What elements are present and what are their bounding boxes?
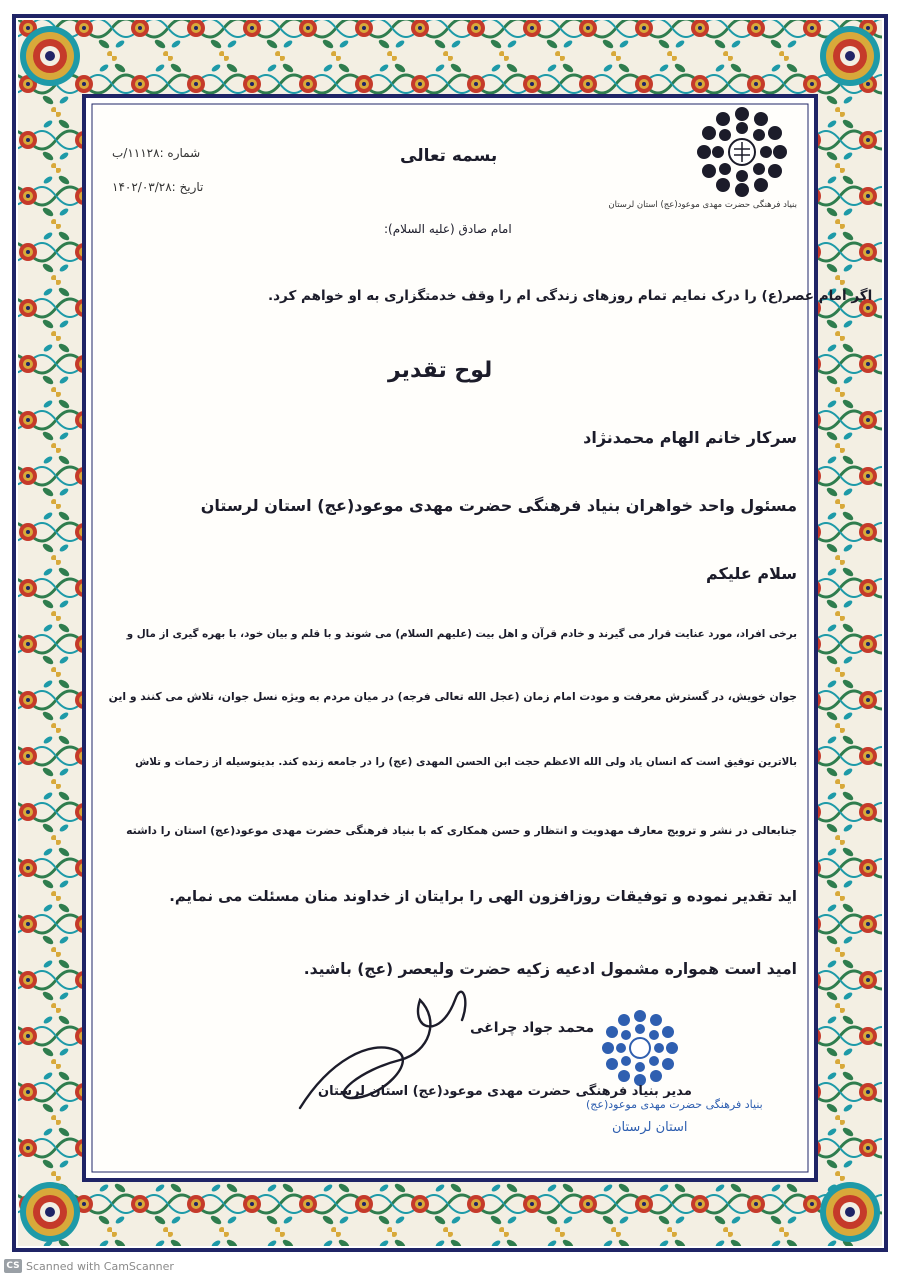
letter-date: تاریخ :۱۴۰۲/۰۳/۲۸ [112,180,204,194]
signatory-title: مدیر بنیاد فرهنگی حضرت مهدی موعود(عج) استان لرستان [318,1084,692,1099]
closing-line: امید است همواره مشمول ادعیه زکیه حضرت ولیعصر (عج) باشید. [303,960,797,978]
body-line: برخی افراد، مورد عنایت قرار می گیرند و خادم قرآن و اهل بیت (علیهم السلام) می شوند و با قلم و بیان خود، با بهره گیری از مال و [126,628,797,640]
recipient-name: سرکار خانم الهام محمدنژاد [583,428,797,447]
quote: اگر امام عصر(ع) را درک نمایم تمام روزهای زندگی ام را وقف خدمتگزاری به او خواهم کرد. [268,288,873,304]
body-line: اید تقدیر نموده و توفیقات روزافزون الهی را برایتان از خداوند منان مسئلت می نمایم. [169,888,797,905]
signatory-name: محمد جواد چراغی [470,1020,595,1036]
org-small-caption: بنیاد فرهنگی حضرت مهدی موعود(عج) استان لرستان [608,200,797,210]
body-line: جوان خویش، در گسترش معرفت و مودت امام زمان (عجل الله تعالی فرجه) در میان مردم به ویژه نسل جوان، تلاش می کنند و این [108,690,797,703]
quote-attribution: امام صادق (علیه السلام): [384,222,512,236]
scanner-watermark [4,1259,174,1273]
stamp-province: استان لرستان [612,1120,688,1135]
certificate-title: لوح تقدیر [388,358,493,383]
invocation: بسمه تعالی [400,146,498,166]
body-line: جنابعالی در نشر و ترویج معارف مهدویت و انتظار و حسن همکاری که با بنیاد فرهنگی حضرت مهدی موعود(عج) استان را داشته [126,824,797,837]
camscanner-icon: CS [4,1259,22,1273]
greeting: سلام علیکم [705,564,797,583]
recipient-position: مسئول واحد خواهران بنیاد فرهنگی حضرت مهدی موعود(عج) استان لرستان [200,496,797,515]
stamp-text: بنیاد فرهنگی حضرت مهدی موعود(عج) [586,1098,763,1111]
letter-number: شماره :۱۱۱۲۸/ب [112,146,201,160]
body-line: بالاترین توفیق است که انسان یاد ولی الله الاعظم حجت ابن الحسن المهدی (عج) را در جامعه زنده کند. بدینوسیله از زحمات و تلاش [135,756,797,768]
scanner-watermark-text: Scanned with CamScanner [26,1259,174,1273]
